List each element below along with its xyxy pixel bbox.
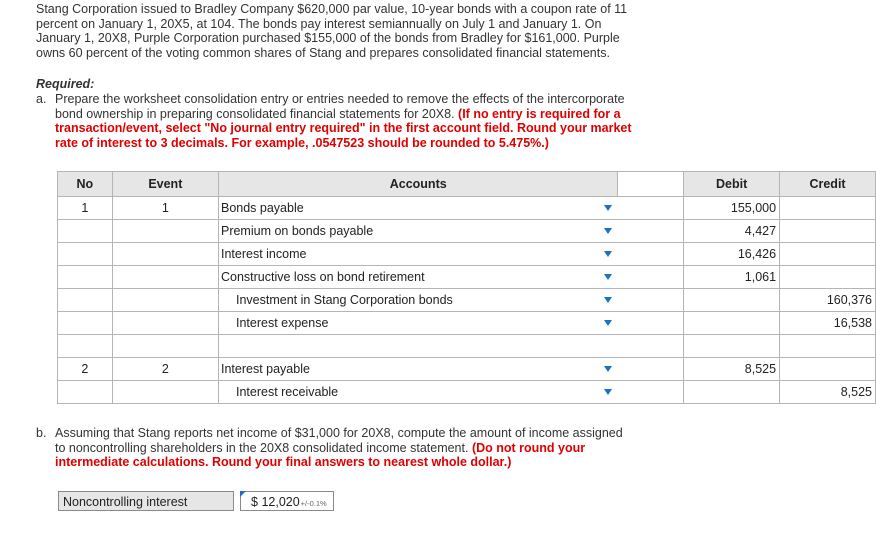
table-row xyxy=(58,220,876,243)
intro-line: percent on January 1, 20X5, at 104. The bonds pay interest semiannually on July 1 and January 1. On xyxy=(36,16,602,31)
account-select[interactable] xyxy=(218,243,617,266)
part-a-red-instruction: rate of interest to 3 decimals. For example, .0547523 should be rounded to 5.475%.) xyxy=(55,135,549,150)
credit-input[interactable]: 16,538 xyxy=(780,312,876,335)
entry-no-cell xyxy=(58,243,113,266)
intro-line: owns 60 percent of the voting common shares of Stang and prepares consolidated financial statements. xyxy=(36,45,610,60)
spacer-cell xyxy=(218,335,617,358)
part-a-line-red: (If no entry is required for a xyxy=(458,106,621,121)
event-cell xyxy=(112,266,218,289)
debit-input[interactable] xyxy=(684,289,780,312)
account-name: Interest expense xyxy=(235,316,329,330)
account-name: Investment in Stang Corporation bonds xyxy=(235,293,453,307)
problem-statement xyxy=(36,2,666,60)
event-cell xyxy=(112,381,218,404)
column-gap xyxy=(618,312,684,335)
entry-no-cell xyxy=(58,289,113,312)
account-select[interactable] xyxy=(218,312,617,335)
account-select-inner xyxy=(221,266,616,288)
spacer-cell xyxy=(58,335,113,358)
column-gap xyxy=(618,220,684,243)
part-b-instructions xyxy=(36,426,666,470)
header-credit: Credit xyxy=(780,172,876,197)
intro-line: January 1, 20X8, Purple Corporation purchased $155,000 of the bonds from Bradley for $161,000. Purple xyxy=(36,31,620,45)
dropdown-triangle-icon[interactable] xyxy=(604,389,612,395)
part-a-letter: a. xyxy=(36,92,47,106)
account-select-inner xyxy=(221,220,616,242)
header-event: Event xyxy=(112,172,218,197)
nci-tolerance: +/-0.1% xyxy=(300,499,327,508)
table-row xyxy=(58,358,876,381)
table-spacer-row xyxy=(58,335,876,358)
nci-currency: $ xyxy=(251,495,258,509)
header-accounts: Accounts xyxy=(218,172,617,197)
credit-input[interactable] xyxy=(780,197,876,220)
table-row xyxy=(58,381,876,404)
part-b-red-instruction: intermediate calculations. Round your final answers to nearest whole dollar.) xyxy=(55,455,512,469)
table-row xyxy=(58,243,876,266)
account-select[interactable] xyxy=(218,358,617,381)
dropdown-triangle-icon[interactable] xyxy=(604,228,612,234)
column-gap xyxy=(618,358,684,381)
event-cell xyxy=(112,243,218,266)
part-a-red-instruction: transaction/event, select "No journal entry required" in the first account field. Round your market xyxy=(55,121,632,135)
account-select[interactable] xyxy=(218,266,617,289)
debit-input[interactable]: 4,427 xyxy=(684,220,780,243)
account-select[interactable] xyxy=(218,381,617,404)
account-select-inner xyxy=(221,358,616,380)
table-row xyxy=(58,312,876,335)
column-gap xyxy=(618,266,684,289)
table-row xyxy=(58,289,876,312)
account-name: Interest income xyxy=(220,247,307,261)
event-cell: 2 xyxy=(112,358,218,381)
spacer-cell xyxy=(684,335,780,358)
part-b-line-red: (Do not round your xyxy=(471,440,586,455)
credit-input[interactable] xyxy=(780,220,876,243)
nci-value: 12,020 xyxy=(261,495,300,509)
column-gap xyxy=(618,289,684,312)
event-cell xyxy=(112,289,218,312)
account-select[interactable] xyxy=(218,289,617,312)
spacer-cell xyxy=(780,335,876,358)
entry-no-cell xyxy=(58,220,113,243)
column-gap xyxy=(618,381,684,404)
nci-label: Noncontrolling interest xyxy=(58,491,234,511)
nci-answer-row xyxy=(58,491,334,511)
account-select[interactable] xyxy=(218,220,617,243)
answer-marker-icon xyxy=(240,491,246,497)
table-row xyxy=(58,266,876,289)
credit-input[interactable] xyxy=(780,358,876,381)
credit-input[interactable]: 160,376 xyxy=(780,289,876,312)
event-cell xyxy=(112,312,218,335)
debit-input[interactable]: 1,061 xyxy=(684,266,780,289)
column-gap xyxy=(618,243,684,266)
credit-input[interactable] xyxy=(780,266,876,289)
table-row xyxy=(58,197,876,220)
account-name: Premium on bonds payable xyxy=(220,224,374,238)
account-select[interactable] xyxy=(218,197,617,220)
header-debit: Debit xyxy=(684,172,780,197)
entry-no-cell: 1 xyxy=(58,197,113,220)
entry-no-cell: 2 xyxy=(58,358,113,381)
table-header-row xyxy=(58,172,876,197)
account-select-inner xyxy=(221,197,616,219)
account-select-inner xyxy=(221,381,616,403)
part-a-line: Prepare the worksheet consolidation entry or entries needed to remove the effects of the intercorporate xyxy=(55,92,625,106)
debit-input[interactable]: 16,426 xyxy=(684,243,780,266)
entry-no-cell xyxy=(58,266,113,289)
account-name: Interest receivable xyxy=(235,385,339,399)
required-heading: Required: xyxy=(36,77,95,91)
entry-no-cell xyxy=(58,381,113,404)
debit-input[interactable] xyxy=(684,381,780,404)
event-cell: 1 xyxy=(112,197,218,220)
intro-line: Stang Corporation issued to Bradley Company $620,000 par value, 10-year bonds with a coupon rate of 11 xyxy=(36,2,628,16)
account-name: Bonds payable xyxy=(220,201,304,215)
column-gap xyxy=(618,197,684,220)
account-name: Interest payable xyxy=(220,362,310,376)
part-b-line: Assuming that Stang reports net income of $31,000 for 20X8, compute the amount of income assigned xyxy=(55,426,623,440)
event-cell xyxy=(112,220,218,243)
dropdown-triangle-icon[interactable] xyxy=(604,205,612,211)
header-no: No xyxy=(58,172,113,197)
part-b-line-plain: to noncontrolling shareholders in the 20X8 consolidated income statement. xyxy=(55,440,469,455)
header-gap xyxy=(618,172,684,197)
debit-input[interactable]: 155,000 xyxy=(684,197,780,220)
nci-answer-input[interactable] xyxy=(240,491,334,511)
part-a-instructions xyxy=(36,92,666,150)
part-a-line xyxy=(36,107,666,122)
account-select-inner xyxy=(221,289,616,311)
spacer-cell xyxy=(112,335,218,358)
dropdown-triangle-icon[interactable] xyxy=(604,320,612,326)
journal-entry-table xyxy=(57,171,876,404)
debit-input[interactable]: 8,525 xyxy=(684,358,780,381)
dropdown-triangle-icon[interactable] xyxy=(604,366,612,372)
credit-input[interactable] xyxy=(780,243,876,266)
part-a-line-plain: bond ownership in preparing consolidated financial statements for 20X8. xyxy=(55,106,455,121)
part-b-line xyxy=(36,441,666,456)
entry-no-cell xyxy=(58,312,113,335)
dropdown-triangle-icon[interactable] xyxy=(604,251,612,257)
account-select-inner xyxy=(221,312,616,334)
debit-input[interactable] xyxy=(684,312,780,335)
spacer-cell xyxy=(618,335,684,358)
dropdown-triangle-icon[interactable] xyxy=(604,297,612,303)
credit-input[interactable]: 8,525 xyxy=(780,381,876,404)
account-name: Constructive loss on bond retirement xyxy=(220,270,425,284)
part-b-letter: b. xyxy=(36,426,47,440)
account-select-inner xyxy=(221,243,616,265)
dropdown-triangle-icon[interactable] xyxy=(604,274,612,280)
